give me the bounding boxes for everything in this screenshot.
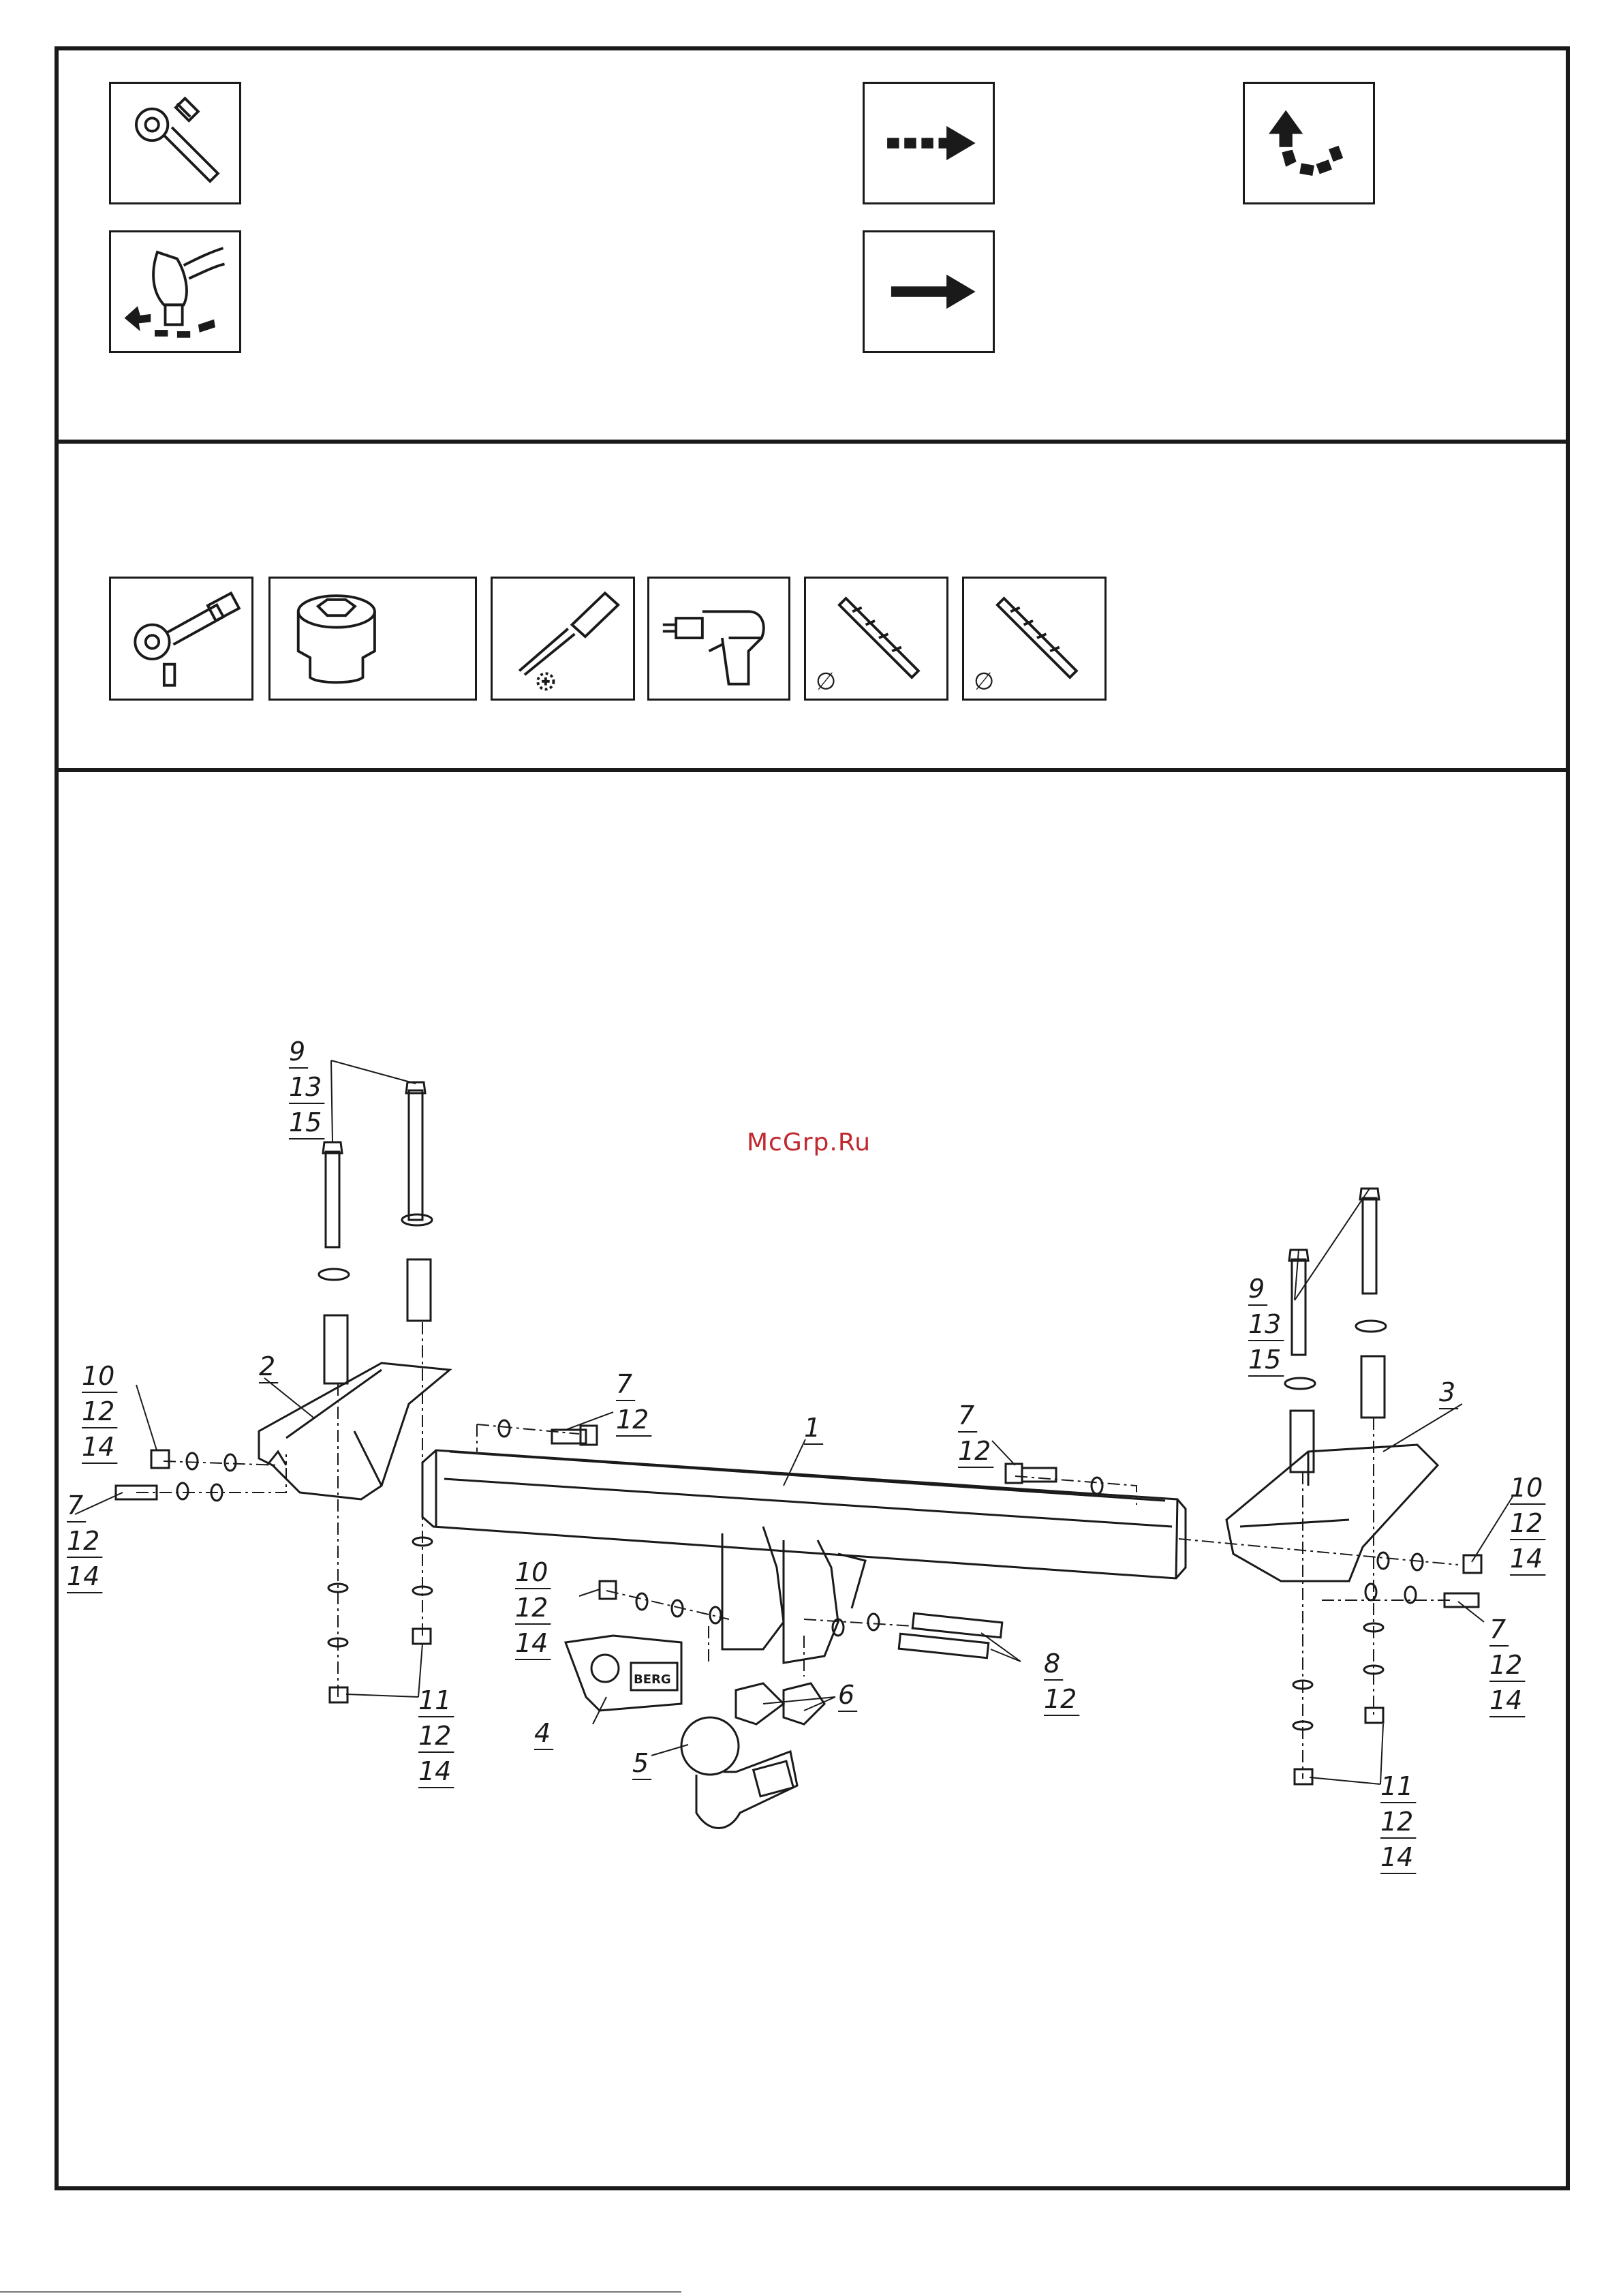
part-label-2: 2	[259, 1351, 276, 1381]
part-label-right-top-9: 9	[1248, 1274, 1265, 1304]
ratchet-wrench-tool-icon	[109, 577, 253, 701]
section-divider-2	[55, 768, 1570, 772]
watermark: McGrp.Ru	[747, 1129, 871, 1157]
dashed-arrow-icon	[863, 82, 995, 204]
part-label-beam-bolt-7: 7	[616, 1369, 633, 1399]
part-label-left-top-13: 13	[289, 1072, 322, 1102]
part-label-6: 6	[838, 1680, 855, 1710]
solid-arrow-icon	[863, 230, 995, 353]
part-label-right-bottom-14: 14	[1380, 1842, 1414, 1872]
part-label-center-bolt-8: 8	[1044, 1649, 1061, 1679]
part-label-beam-bolt-12: 12	[616, 1405, 649, 1435]
part-label-beam-bolt-right-12: 12	[958, 1436, 991, 1466]
part-label-left-nut-12: 12	[82, 1396, 115, 1426]
part-label-center-nut-10: 10	[515, 1557, 548, 1587]
part-label-left-top-15: 15	[289, 1107, 322, 1137]
part-label-right-bolt-7: 7	[1489, 1614, 1506, 1644]
part-label-left-bottom-11: 11	[418, 1685, 452, 1715]
part-label-3: 3	[1439, 1377, 1456, 1407]
part-label-right-nut-10: 10	[1510, 1473, 1543, 1503]
part-label-center-nut-14: 14	[515, 1628, 548, 1658]
part-label-center-nut-12: 12	[515, 1593, 548, 1623]
part-label-right-bottom-11: 11	[1380, 1771, 1414, 1801]
part-label-right-nut-12: 12	[1510, 1508, 1543, 1538]
phillips-screwdriver-icon	[491, 577, 635, 701]
part-label-right-nut-14: 14	[1510, 1544, 1543, 1574]
part-label-left-nut-14: 14	[82, 1432, 115, 1462]
part-label-left-bottom-12: 12	[418, 1721, 452, 1751]
page-frame	[55, 46, 1570, 2190]
drill-diameter-label: ∅	[816, 668, 837, 696]
part-label-left-nut-10: 10	[82, 1361, 115, 1391]
return-arrow-icon	[1243, 82, 1375, 204]
part-label-4: 4	[534, 1718, 551, 1748]
socket-tool-icon	[268, 577, 477, 701]
power-drill-icon	[647, 577, 790, 701]
section-divider-1	[55, 440, 1570, 444]
plate-brand: BERG	[634, 1672, 671, 1687]
part-label-beam-bolt-right-7: 7	[958, 1400, 975, 1430]
part-label-left-top-9: 9	[289, 1037, 306, 1067]
part-label-left-bolt-12: 12	[67, 1526, 100, 1556]
part-label-5: 5	[632, 1748, 649, 1778]
part-label-left-bottom-14: 14	[418, 1756, 452, 1786]
ratchet-wrench-icon	[109, 82, 241, 204]
bottom-rule	[0, 2291, 681, 2293]
part-label-left-bolt-7: 7	[67, 1490, 84, 1520]
hand-tighten-icon	[109, 230, 241, 353]
part-label-right-top-15: 15	[1248, 1345, 1282, 1375]
part-label-right-top-13: 13	[1248, 1309, 1282, 1339]
part-label-center-bolt-12: 12	[1044, 1684, 1077, 1714]
part-label-right-bolt-14: 14	[1489, 1685, 1523, 1715]
drill-diameter-label: ∅	[974, 668, 995, 696]
part-label-left-bolt-14: 14	[67, 1561, 100, 1591]
part-label-1: 1	[804, 1413, 821, 1443]
part-label-right-bolt-12: 12	[1489, 1650, 1523, 1680]
drill-bit-icon	[804, 577, 948, 701]
part-label-right-bottom-12: 12	[1380, 1807, 1414, 1837]
drill-bit-icon	[962, 577, 1107, 701]
